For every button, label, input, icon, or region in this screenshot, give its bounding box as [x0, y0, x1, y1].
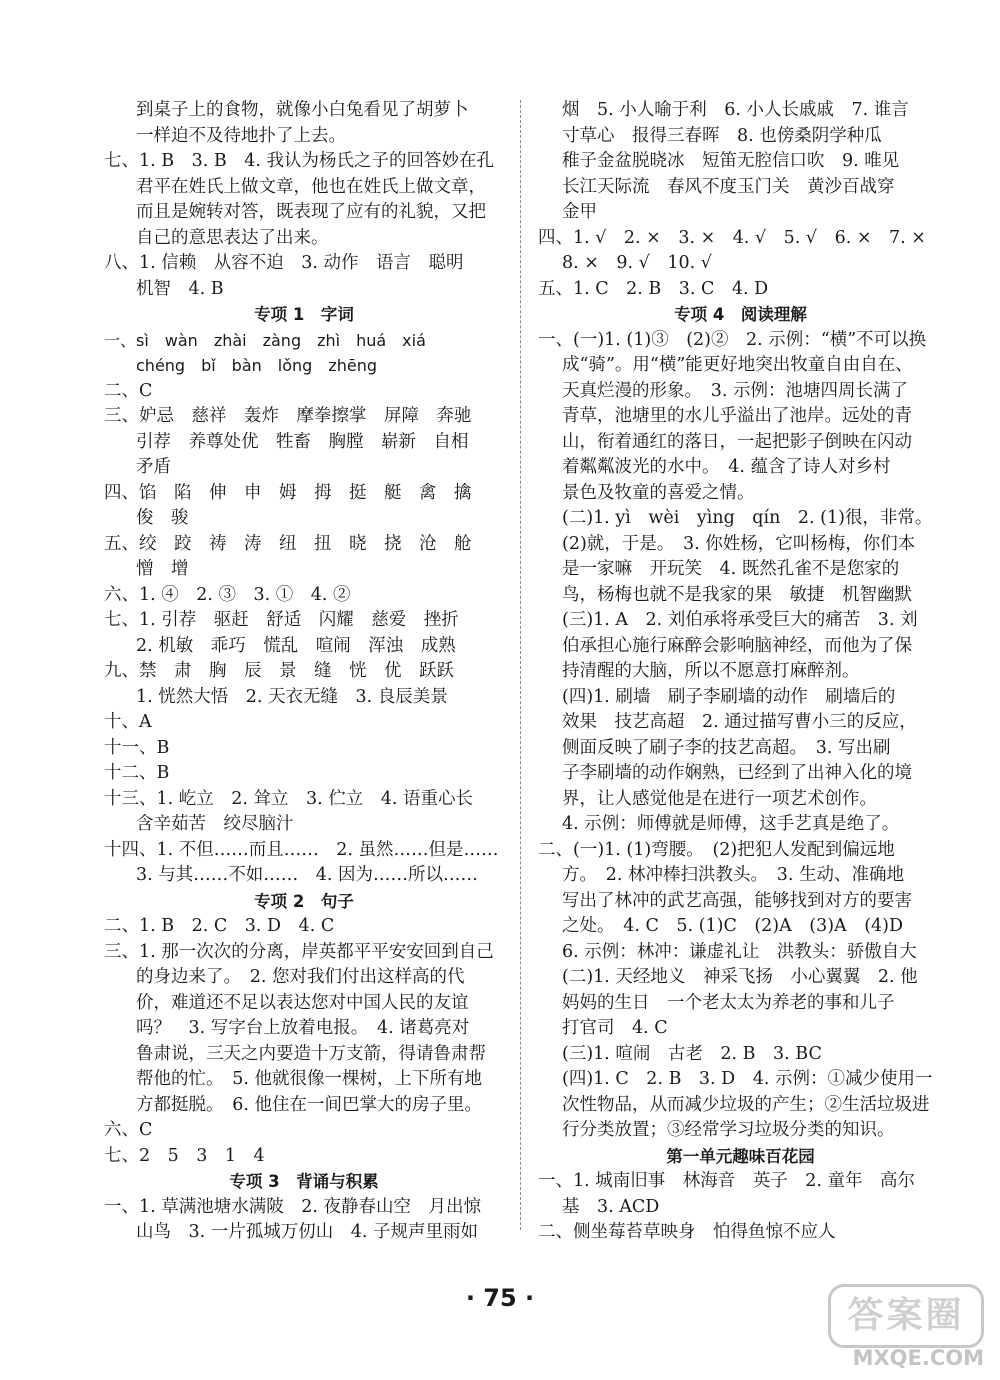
answer-line: 七、1. 引荐 驱赶 舒适 闪耀 慈爱 挫折 [104, 610, 459, 630]
section-heading: 专项 3 背诵与积累 [229, 1172, 379, 1191]
answer-line: (二)1. yì wèi yìng qín 2. (1)很，非常。 [562, 508, 933, 528]
answer-line: 机智 4. B [136, 278, 224, 299]
answer-line: 八、1. 信赖 从容不迫 3. 动作 语言 聪明 [104, 253, 464, 273]
answer-line: 侧面反映了刷子李的技艺高超。 3. 写出刷 [562, 737, 891, 758]
answer-line: 十、A [104, 712, 152, 732]
watermark-url: MXQE.COM [852, 1346, 984, 1370]
answer-line: 一、sì wàn zhài zàng zhì huá xiá [104, 330, 426, 350]
answer-line: 金甲 [562, 202, 597, 222]
answer-line: (三)1. A 2. 刘伯承将承受巨大的痛苦 3. 刘 [562, 610, 918, 630]
answer-line: 6. 示例：林冲：谦虚礼让 洪教头：骄傲自大 [562, 941, 917, 962]
page-number: · 75 · [465, 1284, 535, 1312]
answer-line: 行分类放置；③经常学习垃圾分类的知识。 [562, 1120, 895, 1140]
answer-line: 持清醒的大脑，所以不愿意打麻醉剂。 [562, 661, 860, 681]
answer-line: 一、(一)1. (1)③ (2)② 2. 示例：“横”不可以换 [538, 329, 927, 350]
answer-line: 方。 2. 林冲棒扫洪教头。 3. 生动、准确地 [562, 865, 905, 885]
answer-line: 4. 示例：师傅就是师傅，这手艺真是绝了。 [562, 814, 900, 834]
answer-line: 子李刷墙的动作娴熟，已经到了出神入化的境 [562, 763, 912, 783]
answer-line: 景色及牧童的喜爱之情。 [562, 482, 755, 503]
section-heading: 专项 4 阅读理解 [674, 305, 807, 324]
section-heading: 专项 1 字词 [254, 305, 354, 324]
answer-line: 效果 技艺高超 2. 通过描写曹小三的反应， [562, 712, 917, 732]
answer-line: 六、1. ④ 2. ③ 3. ① 4. ② [104, 584, 351, 605]
answer-line: 九、禁 肃 胸 辰 景 缝 恍 优 跃跃 [104, 661, 454, 681]
answer-line: 十二、B [104, 763, 170, 783]
answer-line: 鲁肃说，三天之内要造十万支箭，得请鲁肃帮 [136, 1043, 486, 1064]
answer-line: 写出了林冲的武艺高强，能够找到对方的要害 [562, 890, 912, 911]
answer-line: 山，衔着通红的落日，一起把影子倒映在闪动 [562, 431, 912, 452]
answer-line: 七、1. B 3. B 4. 我认为杨氏之子的回答妙在孔 [104, 151, 494, 171]
answer-line: 伯承担心施行麻醉会影响脑神经，而他为了保 [562, 635, 912, 656]
answer-line: 五、1. C 2. B 3. C 4. D [538, 278, 769, 299]
answer-line: 俊 骏 [136, 508, 189, 528]
answer-line: 稚子金盆脱晓冰 短笛无腔信口吹 9. 唯见 [562, 151, 900, 171]
answer-line: 一样迫不及待地扑了上去。 [136, 125, 346, 146]
answer-line: 鸟，杨梅也就不是我家的果 敏捷 机智幽默 [562, 584, 912, 605]
section-heading: 专项 2 句子 [254, 891, 354, 911]
answer-line: 之处。 4. C 5. (1)C (2)A (3)A (4)D [562, 916, 904, 936]
answer-line: 五、绞 跤 祷 涛 纽 扭 晓 挠 沧 舱 [104, 533, 472, 554]
answer-line: 一、1. 城南旧事 林海音 英子 2. 童年 高尔 [538, 1171, 916, 1191]
answer-line: 二、侧坐莓苔草映身 怕得鱼惊不应人 [538, 1222, 836, 1242]
answer-line: 山鸟 3. 一片孤城万仞山 4. 子规声里雨如 [136, 1222, 479, 1242]
left-column [104, 98, 504, 1246]
answer-line: 烟 5. 小人喻于利 6. 小人长戚戚 7. 谁言 [562, 100, 909, 120]
answer-line: 六、C [104, 1120, 153, 1140]
right-column [538, 98, 943, 1246]
answer-line: (三)1. 喧闹 古老 2. B 3. BC [562, 1043, 822, 1064]
answer-line: 引荐 养尊处优 牲畜 胸膛 崭新 自相 [136, 431, 469, 452]
answer-line: 寸草心 报得三春晖 8. 也傍桑阴学种瓜 [562, 125, 882, 146]
answer-line: 含辛茹苦 绞尽脑汁 [136, 814, 294, 834]
answer-line: 一、1. 草满池塘水满陂 2. 夜静春山空 月出惊 [104, 1196, 482, 1217]
answer-line: 2. 机敏 乖巧 慌乱 喧闹 浑浊 成熟 [136, 635, 456, 656]
answer-line: 着粼粼波光的水中。 4. 蕴含了诗人对乡村 [562, 457, 891, 477]
answer-line: 妈妈的生日 一个老太太为养老的事和儿子 [562, 992, 895, 1013]
answer-line: 十一、B [104, 737, 170, 758]
answer-line: chéng bǐ bàn lǒng zhēng [136, 356, 377, 375]
answer-line: 自己的意思表达了出来。 [136, 227, 329, 248]
answer-line: (四)1. 刷墙 刷子李刷墙的动作 刷墙后的 [562, 686, 896, 707]
answer-line: 二、1. B 2. C 3. D 4. C [104, 916, 335, 936]
answer-line: 三、妒忌 慈祥 轰炸 摩拳擦掌 屏障 奔驰 [104, 406, 472, 426]
column-divider [520, 100, 521, 1230]
answer-line: 基 3. ACD [562, 1196, 660, 1217]
answer-line: 的身边来了。 2. 您对我们付出这样高的代 [136, 967, 465, 987]
answer-line: (二)1. 天经地义 神采飞扬 小心翼翼 2. 他 [562, 967, 918, 987]
answer-line: 十三、1. 屹立 2. 耸立 3. 伫立 4. 语重心长 [104, 788, 474, 809]
answer-line: 帮他的忙。 5. 他就很像一棵树，上下所有地 [136, 1069, 483, 1089]
answer-line: 打官司 4. C [562, 1018, 668, 1038]
answer-line: 矛盾 [136, 457, 171, 477]
answer-line: 二、C [104, 380, 153, 401]
watermark-logo [834, 1284, 984, 1370]
answer-line: 四、馅 陷 伸 申 姆 拇 挺 艇 禽 擒 [104, 482, 472, 503]
answer-line: 3. 与其……不如…… 4. 因为……所以…… [136, 865, 479, 885]
answer-line: 二、(一)1. (1)弯腰。 (2)把犯人发配到偏远地 [538, 839, 895, 860]
answer-line: 8. × 9. √ 10. √ [562, 253, 712, 273]
answer-line: 君平在姓氏上做文章，他也在姓氏上做文章， [136, 176, 486, 197]
answer-line: 三、1. 那一次次的分离，岸英都平平安安回到自己 [104, 941, 494, 962]
answer-line: 吗？ 3. 写字台上放着电报。 4. 诸葛亮对 [136, 1018, 470, 1038]
answer-line: 价，难道还不足以表达您对中国人民的友谊 [136, 992, 469, 1013]
answer-line: 次性物品，从而减少垃圾的产生；②生活垃圾进 [562, 1094, 930, 1115]
answer-line: 七、2 5 3 1 4 [104, 1145, 265, 1166]
answer-line: 青草，池塘里的水儿乎溢出了池岸。远处的青 [562, 406, 912, 426]
answer-line: 1. 恍然大悟 2. 天衣无缝 3. 良辰美景 [136, 686, 448, 707]
answer-line: 是一家嘛 开玩笑 4. 既然孔雀不是您家的 [562, 559, 900, 579]
answer-line: 憎 增 [136, 559, 189, 579]
answer-line: 界，让人感觉他是在进行一项艺术创作。 [562, 788, 877, 809]
answer-line: 而且是婉转对答，既表现了应有的礼貌，又把 [136, 202, 486, 222]
answer-line: 成“骑”。用“横”能更好地突出牧童自由自在、 [562, 355, 913, 375]
answer-line: (2)就，于是。 3. 你姓杨，它叫杨梅，你们本 [562, 533, 916, 554]
answer-line: 方都挺脱。 6. 他住在一间巴掌大的房子里。 [136, 1094, 483, 1115]
answer-line: 到桌子上的食物，就像小白兔看见了胡萝卜 [136, 100, 469, 120]
answer-line: 四、1. √ 2. × 3. × 4. √ 5. √ 6. × 7. × [538, 227, 926, 248]
section-heading: 第一单元趣味百花园 [666, 1146, 815, 1166]
answer-line: 长江天际流 春风不度玉门关 黄沙百战穿 [562, 176, 895, 197]
answer-line: 十四、1. 不但……而且…… 2. 虽然……但是…… [104, 839, 499, 860]
answer-line: (四)1. C 2. B 3. D 4. 示例：①减少使用一 [562, 1069, 933, 1089]
answer-line: 天真烂漫的形象。 3. 示例：池塘四周长满了 [562, 380, 909, 401]
watermark-badge: 答案圈 [828, 1284, 984, 1348]
